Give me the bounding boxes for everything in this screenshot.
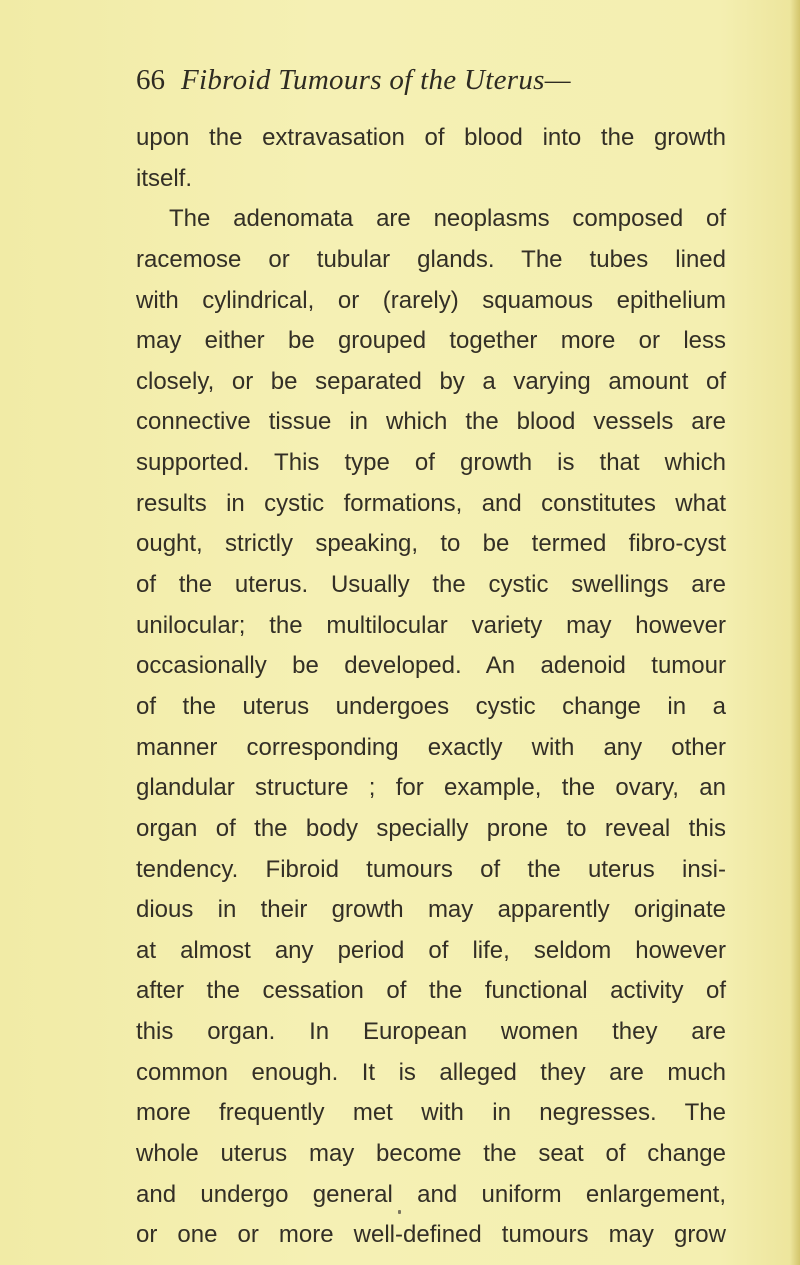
text-line: organ of the body specially prone to reveal this bbox=[136, 814, 726, 842]
text-line: may either be grouped together more or less bbox=[136, 327, 726, 355]
text-line: this organ. In European women they are bbox=[136, 1018, 726, 1046]
text-line: after the cessation of the functional activity of bbox=[136, 977, 726, 1005]
text-line: and undergo general and uniform enlargement, bbox=[136, 1180, 726, 1208]
text-line: occasionally be developed. An adenoid tumour bbox=[136, 652, 726, 680]
text-line: whole uterus may become the seat of change bbox=[136, 1140, 726, 1168]
text-line: more frequently met with in negresses. The bbox=[136, 1099, 726, 1127]
text-line: The adenomata are neoplasms composed of bbox=[169, 205, 726, 233]
text-line: of the uterus. Usually the cystic swellings are bbox=[136, 571, 726, 599]
text-line: tendency. Fibroid tumours of the uterus insi- bbox=[136, 855, 726, 883]
text-line: common enough. It is alleged they are much bbox=[136, 1058, 726, 1086]
text-line: at almost any period of life, seldom however bbox=[136, 936, 726, 964]
running-title: Fibroid Tumours of the Uterus— bbox=[181, 64, 571, 96]
text-line: manner corresponding exactly with any other bbox=[136, 733, 726, 761]
text-line: unilocular; the multilocular variety may however bbox=[136, 611, 726, 639]
running-header bbox=[136, 64, 571, 104]
text-line: closely, or be separated by a varying amount of bbox=[136, 367, 726, 395]
text-line: itself. bbox=[136, 164, 193, 192]
text-line: connective tissue in which the blood vessels are bbox=[136, 408, 726, 436]
text-line: upon the extravasation of blood into the growth bbox=[136, 124, 726, 151]
text-line: supported. This type of growth is that which bbox=[136, 449, 726, 477]
text-line: results in cystic formations, and constitutes what bbox=[136, 489, 726, 517]
text-line: glandular structure ; for example, the ovary, an bbox=[136, 774, 726, 802]
body-text bbox=[136, 118, 726, 1256]
text-line: ought, strictly speaking, to be termed fibro-cyst bbox=[136, 530, 726, 558]
text-line: of the uterus undergoes cystic change in a bbox=[136, 692, 726, 720]
page-number: 66 bbox=[136, 64, 165, 96]
text-line: racemose or tubular glands. The tubes lined bbox=[136, 245, 726, 273]
text-line: dious in their growth may apparently originate bbox=[136, 896, 726, 924]
page-edge-shadow bbox=[790, 0, 800, 1265]
paper-speck bbox=[398, 1210, 401, 1214]
text-line: or one or more well-defined tumours may grow bbox=[136, 1221, 726, 1249]
text-line: with cylindrical, or (rarely) squamous epithelium bbox=[136, 286, 726, 314]
